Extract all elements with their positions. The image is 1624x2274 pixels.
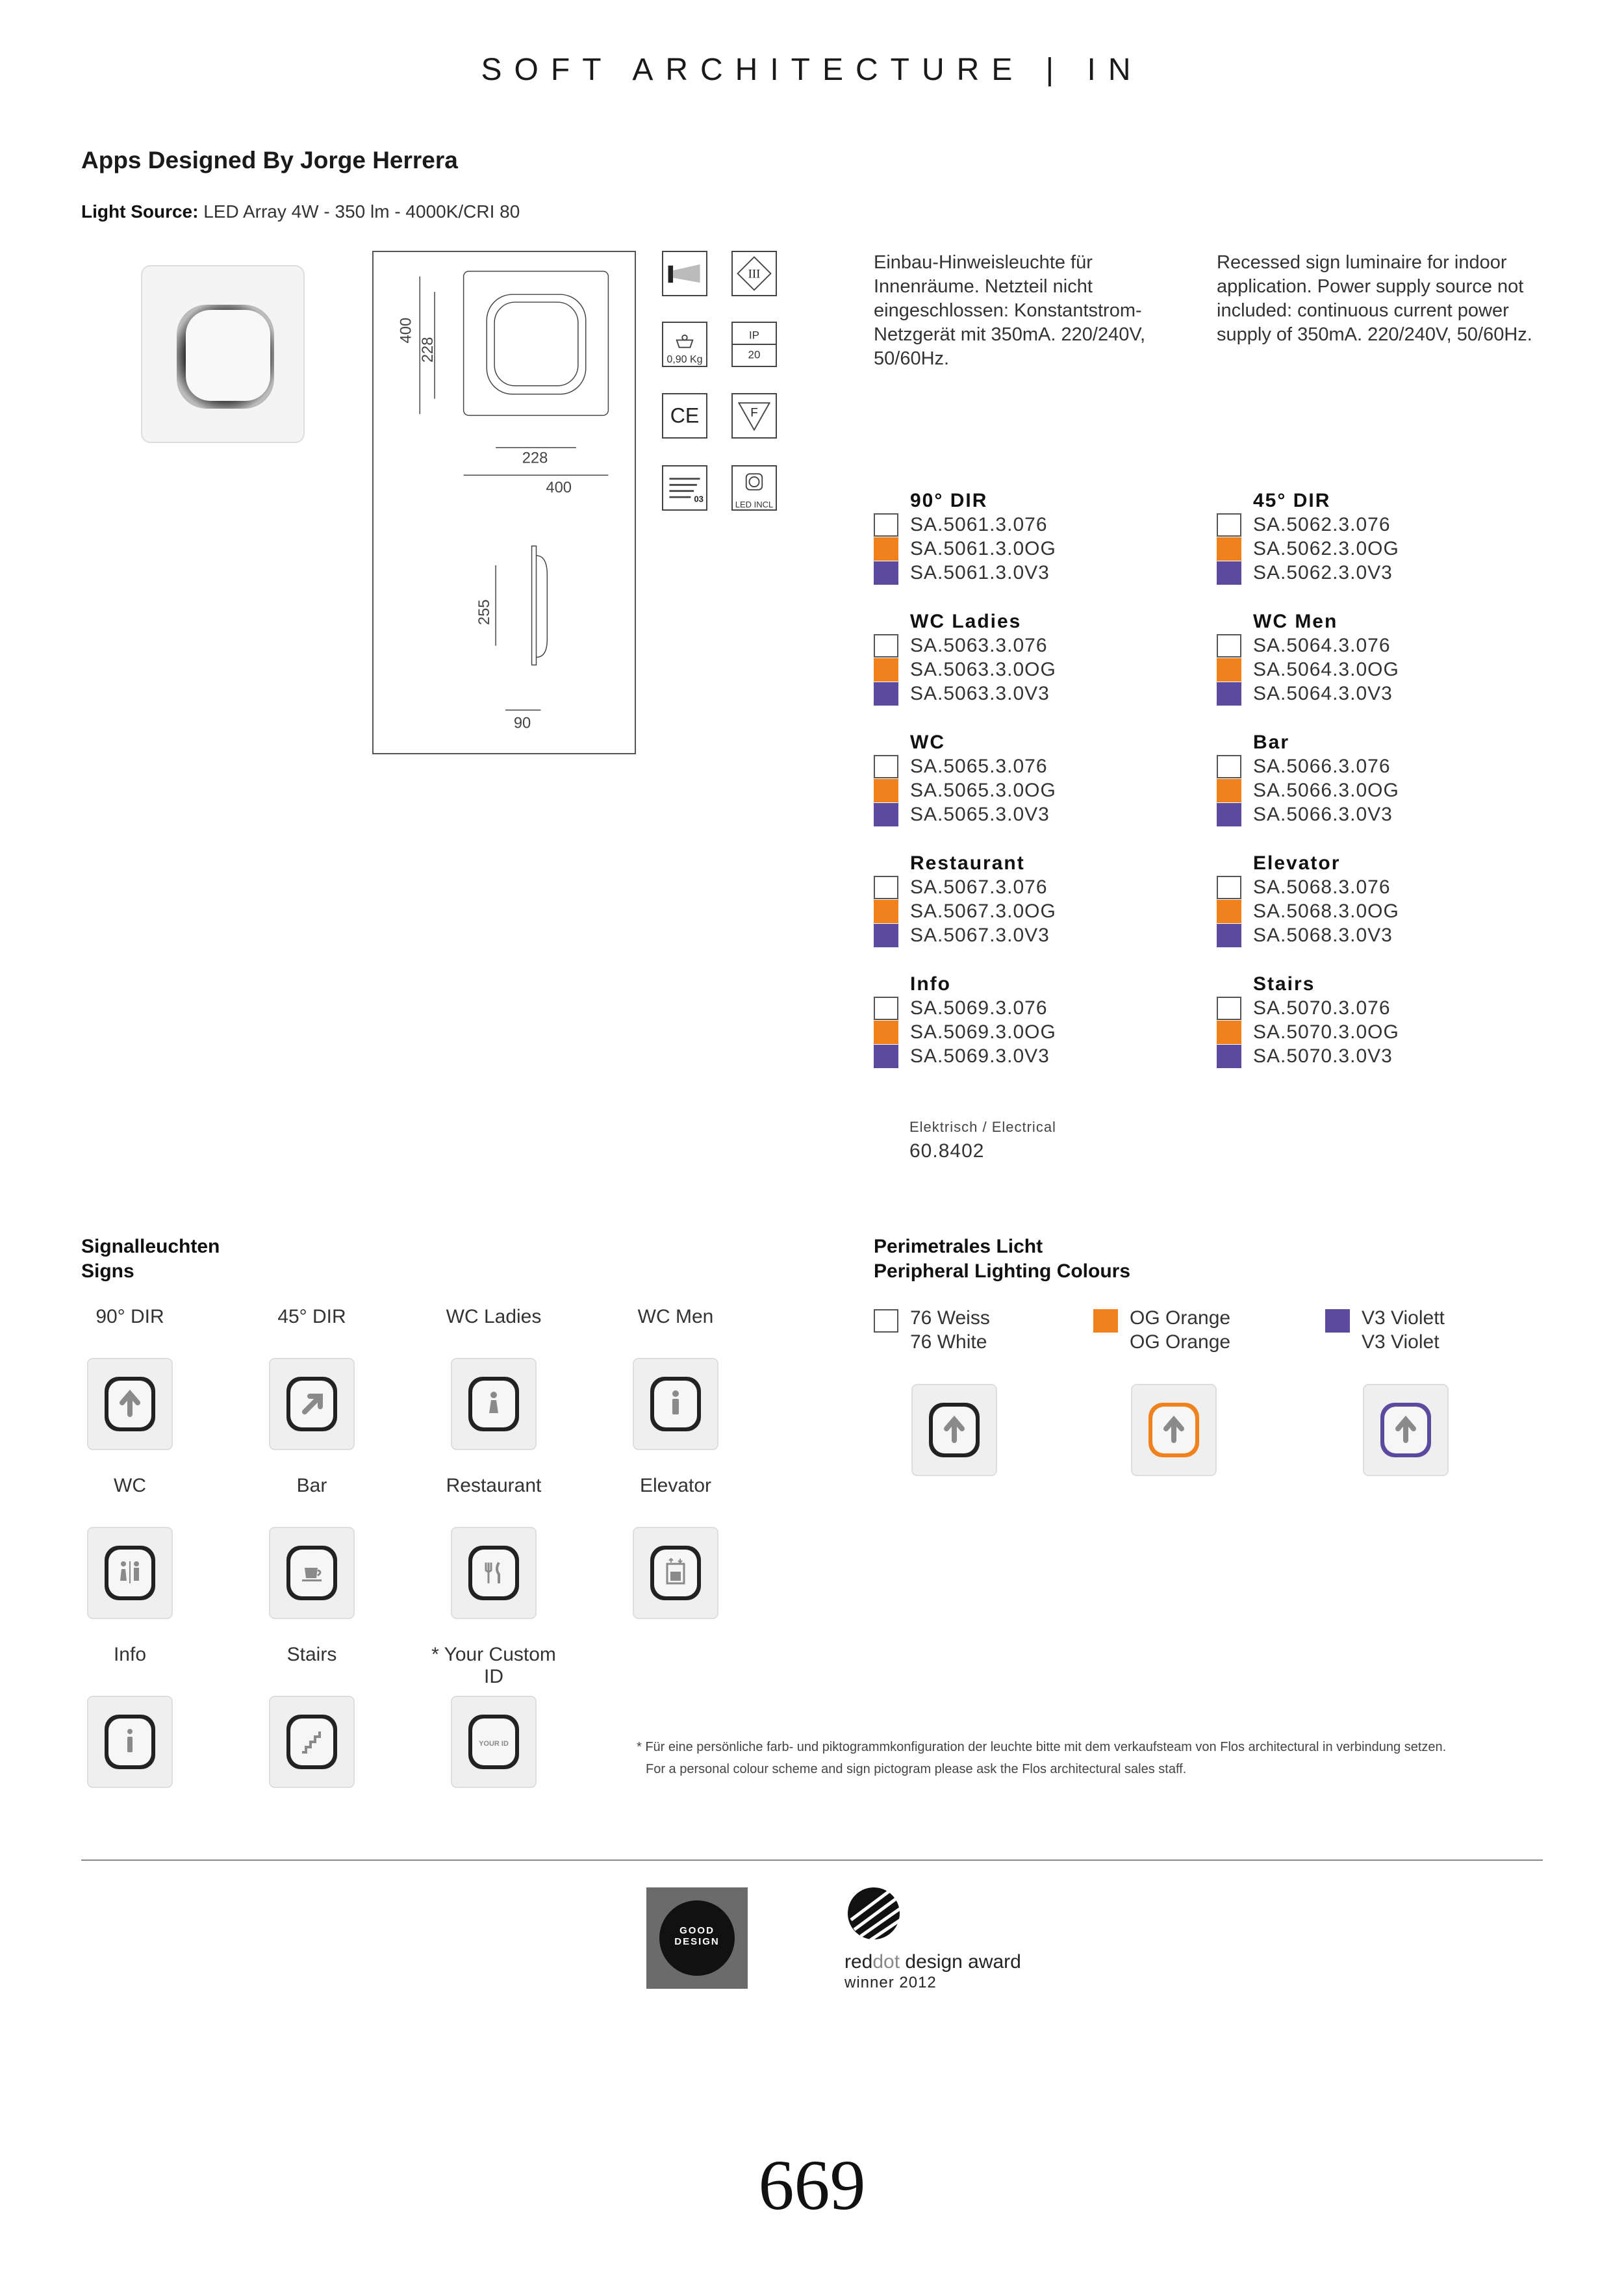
reddot-dot: dot [872,1951,900,1973]
code-row [874,513,1173,537]
product-codes-right [1217,489,1516,1068]
arrow-diagonal-icon [267,1355,357,1452]
product-code: SA.5065.3.076 [910,756,1048,777]
good-design-line2: DESIGN [674,1936,720,1947]
peripheral-heading [874,1234,1130,1284]
code-row [1217,682,1516,706]
peripheral-colour-swatch [1093,1309,1118,1333]
elevator-icon [631,1524,720,1621]
signs-heading-de: Signalleuchten [81,1236,220,1257]
page-number: 669 [758,2145,866,2225]
arrow-up-icon [1361,1381,1451,1478]
code-group-title: Stairs [1253,973,1315,995]
dim-228-horizontal: 228 [522,449,548,467]
description-en: Recessed sign luminaire for indoor application. Power supply source not included: continuous current power supply of 350mA. 220/240V, 50/60Hz. [1217,252,1532,345]
code-group [874,972,1173,1068]
technical-drawing [372,251,636,754]
colour-swatch [1217,513,1241,537]
colour-swatch [1217,634,1241,658]
colour-swatch [1217,561,1241,585]
sign-label: 90° DIR [95,1306,164,1327]
peripheral-colour-swatch [874,1309,898,1333]
coffee-cup-icon [267,1524,357,1621]
colour-swatch [874,1021,898,1044]
code-row [874,633,1173,658]
code-row [1217,802,1516,826]
light-direction-icon [662,251,707,296]
reddot-red: red [844,1951,873,1973]
colour-name-de: V3 Violett [1362,1307,1445,1329]
info-icon [85,1693,175,1790]
code-row [874,754,1173,778]
product-code: SA.5064.3.0OG [1253,659,1399,680]
product-code: SA.5067.3.0V3 [910,925,1050,946]
man-icon [631,1355,720,1452]
code-group [874,489,1173,585]
code-row [874,778,1173,802]
colour-swatch [874,537,898,561]
code-group-title: WC Men [1253,611,1338,632]
product-code: SA.5069.3.0V3 [910,1045,1050,1067]
code-group-title: WC [910,732,945,753]
code-group [1217,851,1516,947]
weight-label: 0,90 Kg [666,354,703,365]
product-code: SA.5065.3.0OG [910,780,1056,801]
ip-rating-icon [731,322,777,367]
colour-swatch [874,997,898,1020]
sign-label: WC Ladies [446,1306,542,1327]
stairs-icon [267,1693,357,1790]
f-mark-text: F [750,405,758,419]
colour-name-de: OG Orange [1130,1307,1231,1329]
sign-label: Elevator [639,1475,712,1496]
sign-label: WC Men [637,1306,714,1327]
colour-swatch [874,513,898,537]
colour-swatch [874,658,898,682]
product-code: SA.5068.3.0V3 [1253,925,1393,946]
colour-swatch [874,924,898,947]
description-de: Einbau-Hinweisleuchte für Innenräume. Netzteil nicht eingeschlossen: Konstantstrom-Netzgerät mit 350mA. 220/240V, 50/60Hz. [874,252,1146,369]
product-code: SA.5068.3.0OG [1253,901,1399,922]
colour-name-en: V3 Violet [1362,1331,1440,1353]
good-design-disc [659,1900,735,1976]
code-row [1217,1020,1516,1044]
code-group [874,730,1173,826]
restroom-icon [85,1524,175,1621]
code-row [1217,923,1516,947]
colour-swatch [874,682,898,706]
product-code: SA.5067.3.076 [910,876,1048,898]
colour-swatch [1217,755,1241,778]
code-row [874,537,1173,561]
code-row [1217,778,1516,802]
product-photo [139,263,307,445]
code-row [874,923,1173,947]
footnote-de: * Für eine persönliche farb- und piktogrammkonfiguration der leuchte bitte mit dem verkaufsteam von Flos architectural in verbindung setzen. [637,1740,1447,1754]
product-code: SA.5062.3.0OG [1253,538,1399,559]
product-code: SA.5066.3.0V3 [1253,804,1393,825]
reddot-logo-icon [844,1884,903,1943]
electrical-code: 60.8402 [909,1140,985,1162]
footnote [637,1736,1559,1780]
product-code: SA.5064.3.076 [1253,635,1391,656]
code-group-title: Info [910,973,951,995]
f-mark-icon [731,393,777,439]
code-row [874,682,1173,706]
colour-swatch [1217,900,1241,923]
product-code: SA.5063.3.0OG [910,659,1056,680]
sign-label: Bar [296,1475,327,1496]
colour-swatch [874,561,898,585]
peripheral-colour-swatch [1325,1309,1350,1333]
peripheral-colour-label [1362,1306,1445,1354]
colour-swatch [874,1045,898,1068]
colour-swatch [874,900,898,923]
code-row [874,1020,1173,1044]
product-code: SA.5070.3.076 [1253,997,1391,1019]
colour-name-en: 76 White [910,1331,987,1353]
code-group [1217,609,1516,706]
colour-name-en: OG Orange [1130,1331,1231,1353]
good-design-logo [646,1887,748,1989]
peripheral-colour-label [910,1306,990,1354]
custom-id-text: YOUR ID [479,1740,509,1748]
product-code: SA.5061.3.0OG [910,538,1056,559]
code-row [874,561,1173,585]
colour-swatch [874,755,898,778]
code-group [1217,972,1516,1068]
product-code: SA.5070.3.0OG [1253,1021,1399,1043]
sign-label: Restaurant [446,1475,542,1496]
product-code: SA.5069.3.0OG [910,1021,1056,1043]
ce-mark-icon [662,393,707,439]
code-group-title: 90° DIR [910,490,988,511]
cutlery-icon [449,1524,539,1621]
sign-label: WC [114,1475,146,1496]
code-row [1217,1044,1516,1068]
code-group [1217,489,1516,585]
sign-label: 45° DIR [277,1306,346,1327]
code-row [874,996,1173,1020]
code-row [874,899,1173,923]
sign-label: Stairs [286,1644,337,1665]
code-group [874,851,1173,947]
ip-value: 20 [748,348,761,361]
code-row [874,875,1173,899]
energy-rating-icon [662,465,707,511]
energy-rating-text: 03 [694,494,704,504]
sign-label: Info [113,1644,147,1665]
reddot-award-text [844,1952,1021,1972]
good-design-line1: GOOD [679,1925,715,1936]
arrow-up-icon [909,1381,999,1478]
ip-label: IP [748,329,760,342]
colour-swatch [1217,779,1241,802]
reddot-rest: design award [900,1951,1021,1973]
colour-swatch [1217,537,1241,561]
product-code: SA.5068.3.076 [1253,876,1391,898]
dim-400-horizontal: 400 [546,479,572,497]
signs-heading-en: Signs [81,1260,134,1282]
colour-swatch [874,634,898,658]
product-code: SA.5066.3.0OG [1253,780,1399,801]
colour-swatch [1217,803,1241,826]
ce-mark-text: CE [670,403,700,428]
code-group-title: WC Ladies [910,611,1022,632]
code-group-title: Bar [1253,732,1290,753]
code-row [1217,899,1516,923]
code-row [1217,513,1516,537]
light-source-label: Light Source: [81,201,199,222]
code-row [874,1044,1173,1068]
peripheral-heading-en: Peripheral Lighting Colours [874,1260,1131,1282]
reddot-winner: winner 2012 [844,1974,937,1991]
dim-228-vertical: 228 [419,337,437,363]
product-code: SA.5065.3.0V3 [910,804,1050,825]
code-row [1217,996,1516,1020]
product-code: SA.5062.3.076 [1253,514,1391,535]
code-row [874,658,1173,682]
colour-swatch [874,876,898,899]
code-row [874,802,1173,826]
footnote-en: For a personal colour scheme and sign pictogram please ask the Flos architectural sales staff. [646,1762,1187,1776]
colour-name-de: 76 Weiss [910,1307,990,1329]
arrow-up-icon [1129,1381,1219,1478]
code-row [1217,658,1516,682]
dim-255: 255 [476,599,494,626]
light-source [81,201,520,222]
code-row [1217,537,1516,561]
code-row [1217,561,1516,585]
code-row [1217,754,1516,778]
peripheral-colour-label [1130,1306,1230,1354]
product-code: SA.5061.3.076 [910,514,1048,535]
product-code: SA.5066.3.076 [1253,756,1391,777]
code-row [1217,875,1516,899]
code-row [1217,633,1516,658]
code-group [874,609,1173,706]
woman-icon [449,1355,539,1452]
dim-400-vertical: 400 [397,317,415,344]
product-code: SA.5063.3.0V3 [910,683,1050,704]
light-source-value: LED Array 4W - 350 lm - 4000K/CRI 80 [203,201,520,222]
divider [81,1859,1543,1861]
colour-swatch [1217,924,1241,947]
product-code: SA.5063.3.076 [910,635,1048,656]
product-code: SA.5064.3.0V3 [1253,683,1393,704]
electrical-label: Elektrisch / Electrical [909,1119,1056,1135]
signs-heading [81,1234,220,1284]
led-included-label: LED INCL [735,500,774,509]
custom-id-icon [449,1693,539,1790]
colour-swatch [1217,997,1241,1020]
dim-90: 90 [513,714,531,732]
colour-swatch [874,803,898,826]
product-code: SA.5069.3.076 [910,997,1048,1019]
colour-swatch [1217,876,1241,899]
designer-heading: Apps Designed By Jorge Herrera [81,147,458,173]
peripheral-heading-de: Perimetrales Licht [874,1236,1043,1257]
product-code: SA.5062.3.0V3 [1253,562,1393,583]
code-group-title: Elevator [1253,852,1341,874]
colour-swatch [1217,682,1241,706]
code-group-title: 45° DIR [1253,490,1331,511]
code-group [1217,730,1516,826]
product-code: SA.5070.3.0V3 [1253,1045,1393,1067]
colour-swatch [1217,1045,1241,1068]
sign-label: * Your Custom ID [431,1644,556,1687]
class-iii-text: III [748,267,761,281]
product-code: SA.5061.3.0V3 [910,562,1050,583]
colour-swatch [874,779,898,802]
product-codes-left [874,489,1173,1068]
code-group-title: Restaurant [910,852,1025,874]
product-code: SA.5067.3.0OG [910,901,1056,922]
series-title: SOFT ARCHITECTURE | IN [481,53,1143,87]
class-iii-icon [731,251,777,296]
colour-swatch [1217,1021,1241,1044]
arrow-up-icon [85,1355,175,1452]
colour-swatch [1217,658,1241,682]
